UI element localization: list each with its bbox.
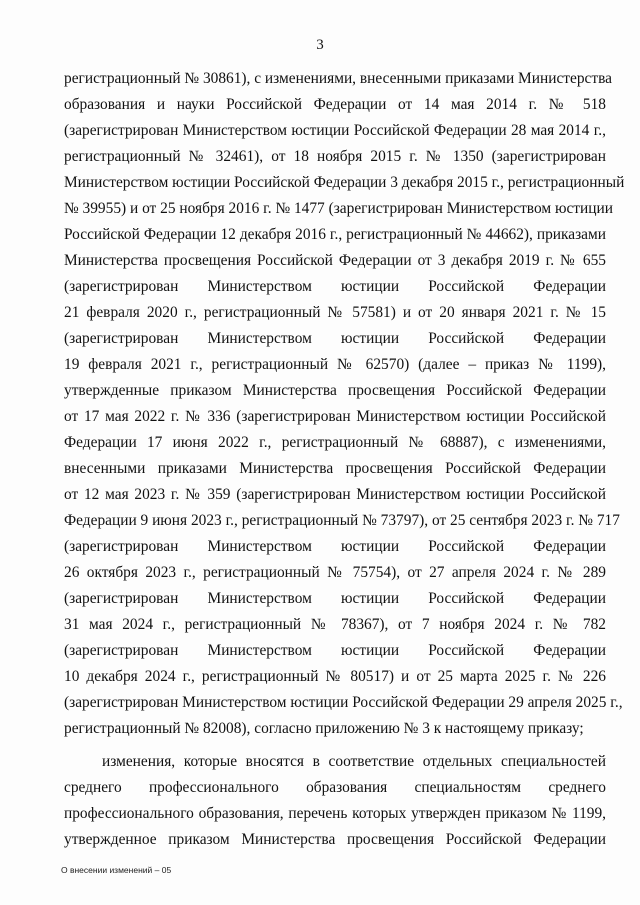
text-line: профессионального образования, перечень которых утвержден приказом № 1199, [64, 805, 606, 822]
text-line: 19 февраля 2021 г., регистрационный № 62570) (далее – приказ № 1199), [64, 356, 606, 373]
text-line: от 12 мая 2023 г. № 359 (зарегистрирован Министерством юстиции Российской [64, 486, 606, 503]
text-line: образования и науки Российской Федерации от 14 мая 2014 г. № 518 [64, 96, 606, 113]
text-line: изменения, которые вносятся в соответствие отдельных специальностей [102, 753, 606, 770]
text-line: 26 октября 2023 г., регистрационный № 75754), от 27 апреля 2024 г. № 289 [64, 564, 606, 581]
text-line: утвержденные приказом Министерства просвещения Российской Федерации [64, 382, 606, 399]
text-line: регистрационный № 30861), с изменениями, внесенными приказами Министерства [64, 70, 612, 87]
text-line: утвержденное приказом Министерства просвещения Российской Федерации [64, 831, 606, 848]
paragraph-gap [64, 742, 606, 749]
paragraph-continued [64, 66, 625, 742]
text-line: Российской Федерации 12 декабря 2016 г., регистрационный № 44662), приказами [64, 226, 606, 243]
text-line: Федерации 9 июня 2023 г., регистрационный № 73797), от 25 сентября 2023 г. № 717 [64, 512, 620, 529]
text-line: от 17 мая 2022 г. № 336 (зарегистрирован Министерством юстиции Российской [64, 408, 606, 425]
document-body [64, 66, 625, 853]
footer-note: О внесении изменений – 05 [61, 865, 172, 875]
text-line: (зарегистрирован Министерством юстиции Российской Федерации [64, 538, 606, 555]
text-line: Федерации 17 июня 2022 г., регистрационный № 68887), с изменениями, [64, 434, 606, 451]
text-line: Министерством юстиции Российской Федерации 3 декабря 2015 г., регистрационный [64, 174, 625, 191]
page-number: 3 [316, 37, 324, 53]
text-line: среднего профессионального образования специальностям среднего [64, 779, 606, 796]
paragraph-changes [64, 749, 606, 853]
text-line: регистрационный № 82008), согласно приложению № 3 к настоящему приказу; [64, 720, 584, 737]
text-line: (зарегистрирован Министерством юстиции Российской Федерации [64, 278, 606, 295]
text-line: 21 февраля 2020 г., регистрационный № 57581) и от 20 января 2021 г. № 15 [64, 304, 606, 321]
text-line: (зарегистрирован Министерством юстиции Российской Федерации 29 апреля 2025 г., [64, 694, 623, 711]
text-line: внесенными приказами Министерства просвещения Российской Федерации [64, 460, 606, 477]
text-line: 31 мая 2024 г., регистрационный № 78367), от 7 ноября 2024 г. № 782 [64, 616, 606, 633]
text-line: № 39955) и от 25 ноября 2016 г. № 1477 (зарегистрирован Министерством юстиции [64, 200, 613, 217]
text-line: (зарегистрирован Министерством юстиции Российской Федерации [64, 590, 606, 607]
text-line: (зарегистрирован Министерством юстиции Российской Федерации 28 мая 2014 г., [64, 122, 606, 139]
text-line: (зарегистрирован Министерством юстиции Российской Федерации [64, 330, 606, 347]
text-line: 10 декабря 2024 г., регистрационный № 80517) и от 25 марта 2025 г. № 226 [64, 668, 606, 685]
text-line: (зарегистрирован Министерством юстиции Российской Федерации [64, 642, 606, 659]
text-line: регистрационный № 32461), от 18 ноября 2015 г. № 1350 (зарегистрирован [64, 148, 606, 165]
text-line: Министерства просвещения Российской Федерации от 3 декабря 2019 г. № 655 [64, 252, 606, 269]
